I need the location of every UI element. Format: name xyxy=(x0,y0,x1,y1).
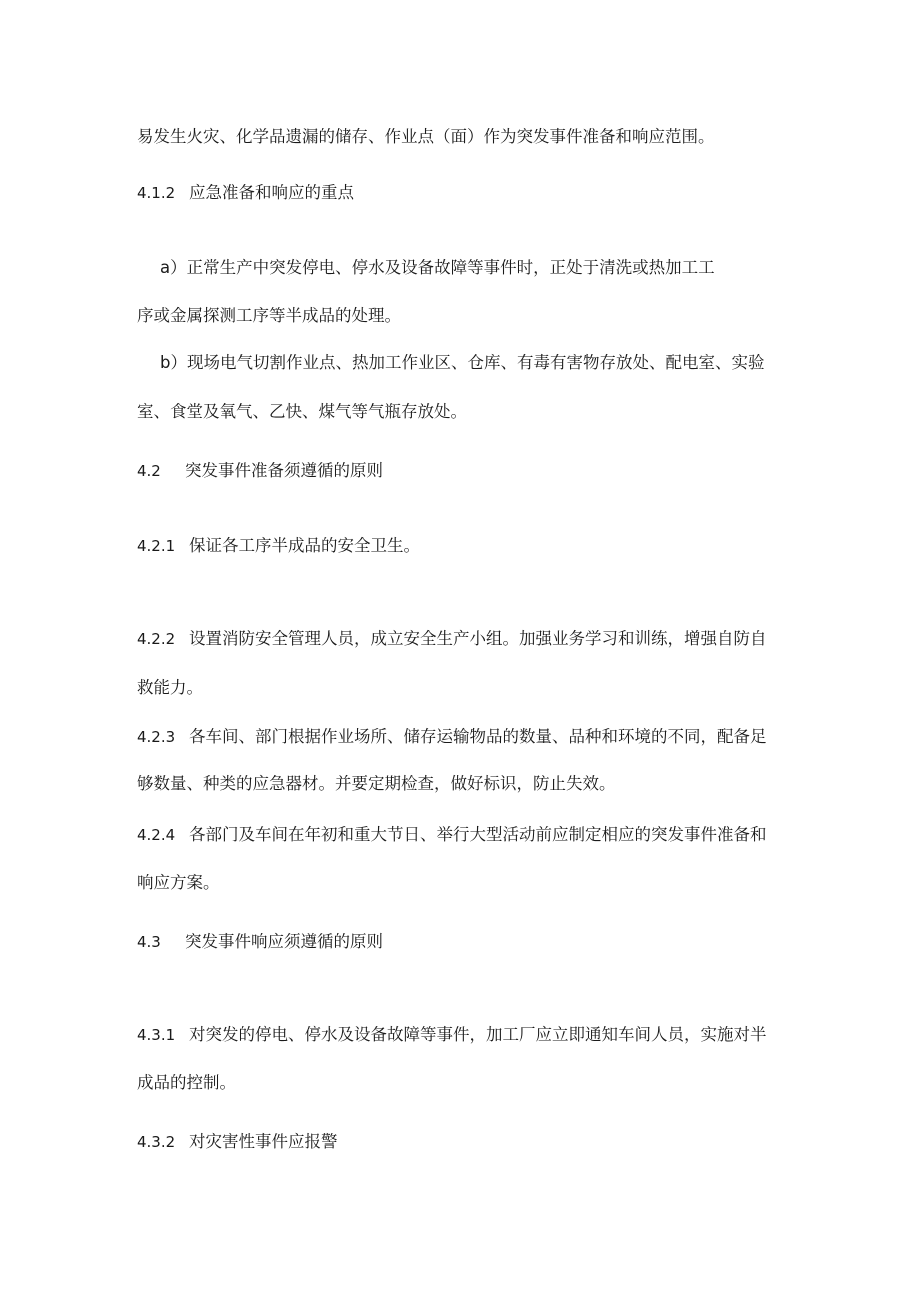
section-number: 4.3 xyxy=(137,933,161,951)
section-number: 4.1.2 xyxy=(137,184,176,202)
list-item-b xyxy=(160,352,764,374)
section-title: 突发事件准备须遵循的原则 xyxy=(185,461,383,480)
line-text: 成品的控制。 xyxy=(137,1073,236,1092)
section-heading-4-1-2 xyxy=(137,182,354,204)
section-number: 4.2 xyxy=(137,462,161,480)
paragraph-line xyxy=(137,401,467,423)
paragraph-line xyxy=(137,872,220,894)
section-number: 4.3.2 xyxy=(137,1133,176,1151)
section-text: 对灾害性事件应报警 xyxy=(189,1132,338,1151)
line-text: 序或金属探测工序等半成品的处理。 xyxy=(137,306,401,325)
section-title: 突发事件响应须遵循的原则 xyxy=(185,932,383,951)
paragraph-line xyxy=(137,1072,236,1094)
section-heading-4-2-4 xyxy=(137,824,767,846)
section-number: 4.2.1 xyxy=(137,537,176,555)
list-item-a xyxy=(160,257,715,279)
section-number: 4.3.1 xyxy=(137,1026,176,1044)
section-title: 应急准备和响应的重点 xyxy=(189,183,354,202)
section-number: 4.2.4 xyxy=(137,826,176,844)
paragraph-line xyxy=(137,677,203,699)
section-heading-4-3 xyxy=(137,931,383,953)
section-text: 对突发的停电、停水及设备故障等事件，加工厂应立即通知车间人员，实施对半 xyxy=(189,1025,767,1044)
section-heading-4-3-2 xyxy=(137,1131,338,1153)
line-text: 室、食堂及氧气、乙快、煤气等气瓶存放处。 xyxy=(137,402,467,421)
section-number: 4.2.2 xyxy=(137,630,176,648)
section-text: 各车间、部门根据作业场所、储存运输物品的数量、品种和环境的不同，配备足 xyxy=(189,727,767,746)
section-heading-4-2-3 xyxy=(137,726,767,748)
section-heading-4-2-2 xyxy=(137,628,767,650)
paragraph-line xyxy=(137,305,401,327)
section-text: 设置消防安全管理人员，成立安全生产小组。加强业务学习和训练，增强自防自 xyxy=(189,629,767,648)
section-text: 保证各工序半成品的安全卫生。 xyxy=(189,536,420,555)
line-text: 够数量、种类的应急器材。并要定期检查，做好标识，防止失效。 xyxy=(137,774,616,793)
line-text: b）现场电气切割作业点、热加工作业区、仓库、有毒有害物存放处、配电室、实验 xyxy=(160,353,765,372)
paragraph-line xyxy=(137,126,715,148)
line-text: 救能力。 xyxy=(137,678,203,697)
line-text: a）正常生产中突发停电、停水及设备故障等事件时，正处于清洗或热加工工 xyxy=(160,258,715,277)
section-heading-4-2-1 xyxy=(137,535,420,557)
section-text: 各部门及车间在年初和重大节日、举行大型活动前应制定相应的突发事件准备和 xyxy=(189,825,767,844)
section-heading-4-2 xyxy=(137,460,383,482)
paragraph-line xyxy=(137,773,616,795)
line-text: 响应方案。 xyxy=(137,873,220,892)
section-heading-4-3-1 xyxy=(137,1024,767,1046)
section-number: 4.2.3 xyxy=(137,728,176,746)
line-text: 易发生火灾、化学品遗漏的储存、作业点（面）作为突发事件准备和响应范围。 xyxy=(137,127,715,146)
